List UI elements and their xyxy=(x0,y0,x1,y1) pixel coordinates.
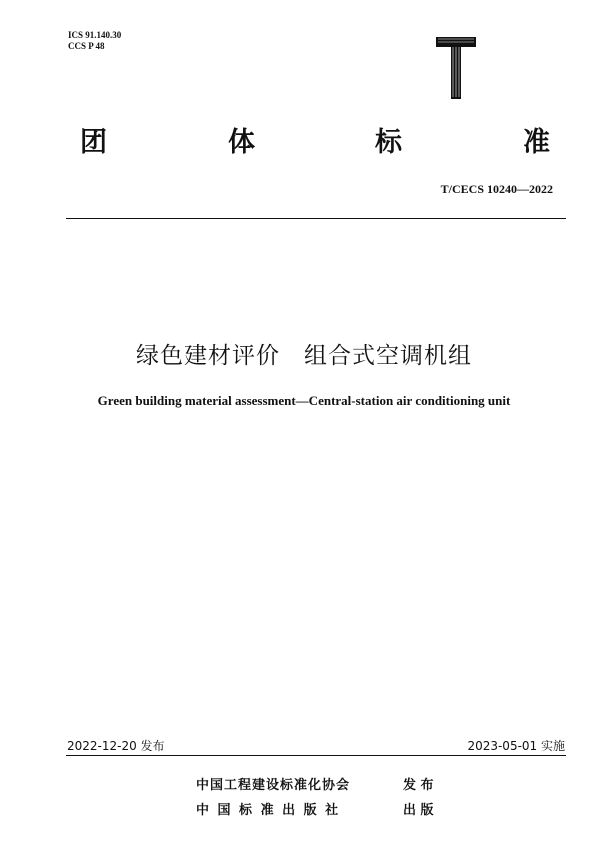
standard-type-char-3: 标 xyxy=(375,127,402,158)
ccs-code: CCS P 48 xyxy=(68,41,105,51)
issue-date: 2022-12-20 发布 xyxy=(67,739,165,753)
footer-divider xyxy=(66,755,566,756)
header-divider xyxy=(66,218,566,219)
standard-type-char-1: 团 xyxy=(80,127,107,158)
issuer-action: 发 布 xyxy=(403,778,434,793)
standard-t-logo xyxy=(436,37,476,99)
title-chinese: 绿色建材评价 组合式空调机组 xyxy=(136,343,472,369)
standard-type-char-2: 体 xyxy=(228,127,255,158)
issuer-name: 中国工程建设标准化协会 xyxy=(196,778,351,793)
press-name: 中 国 标 准 出 版 社 xyxy=(196,803,339,818)
title-english: Green building material assessment—Central-station air conditioning unit xyxy=(97,393,511,408)
implement-date: 2023-05-01 实施 xyxy=(467,739,565,753)
standard-type-char-4: 准 xyxy=(523,127,550,158)
ics-code: ICS 91.140.30 xyxy=(68,30,122,40)
standard-code: T/CECS 10240—2022 xyxy=(440,182,553,196)
press-action: 出 版 xyxy=(403,803,434,818)
